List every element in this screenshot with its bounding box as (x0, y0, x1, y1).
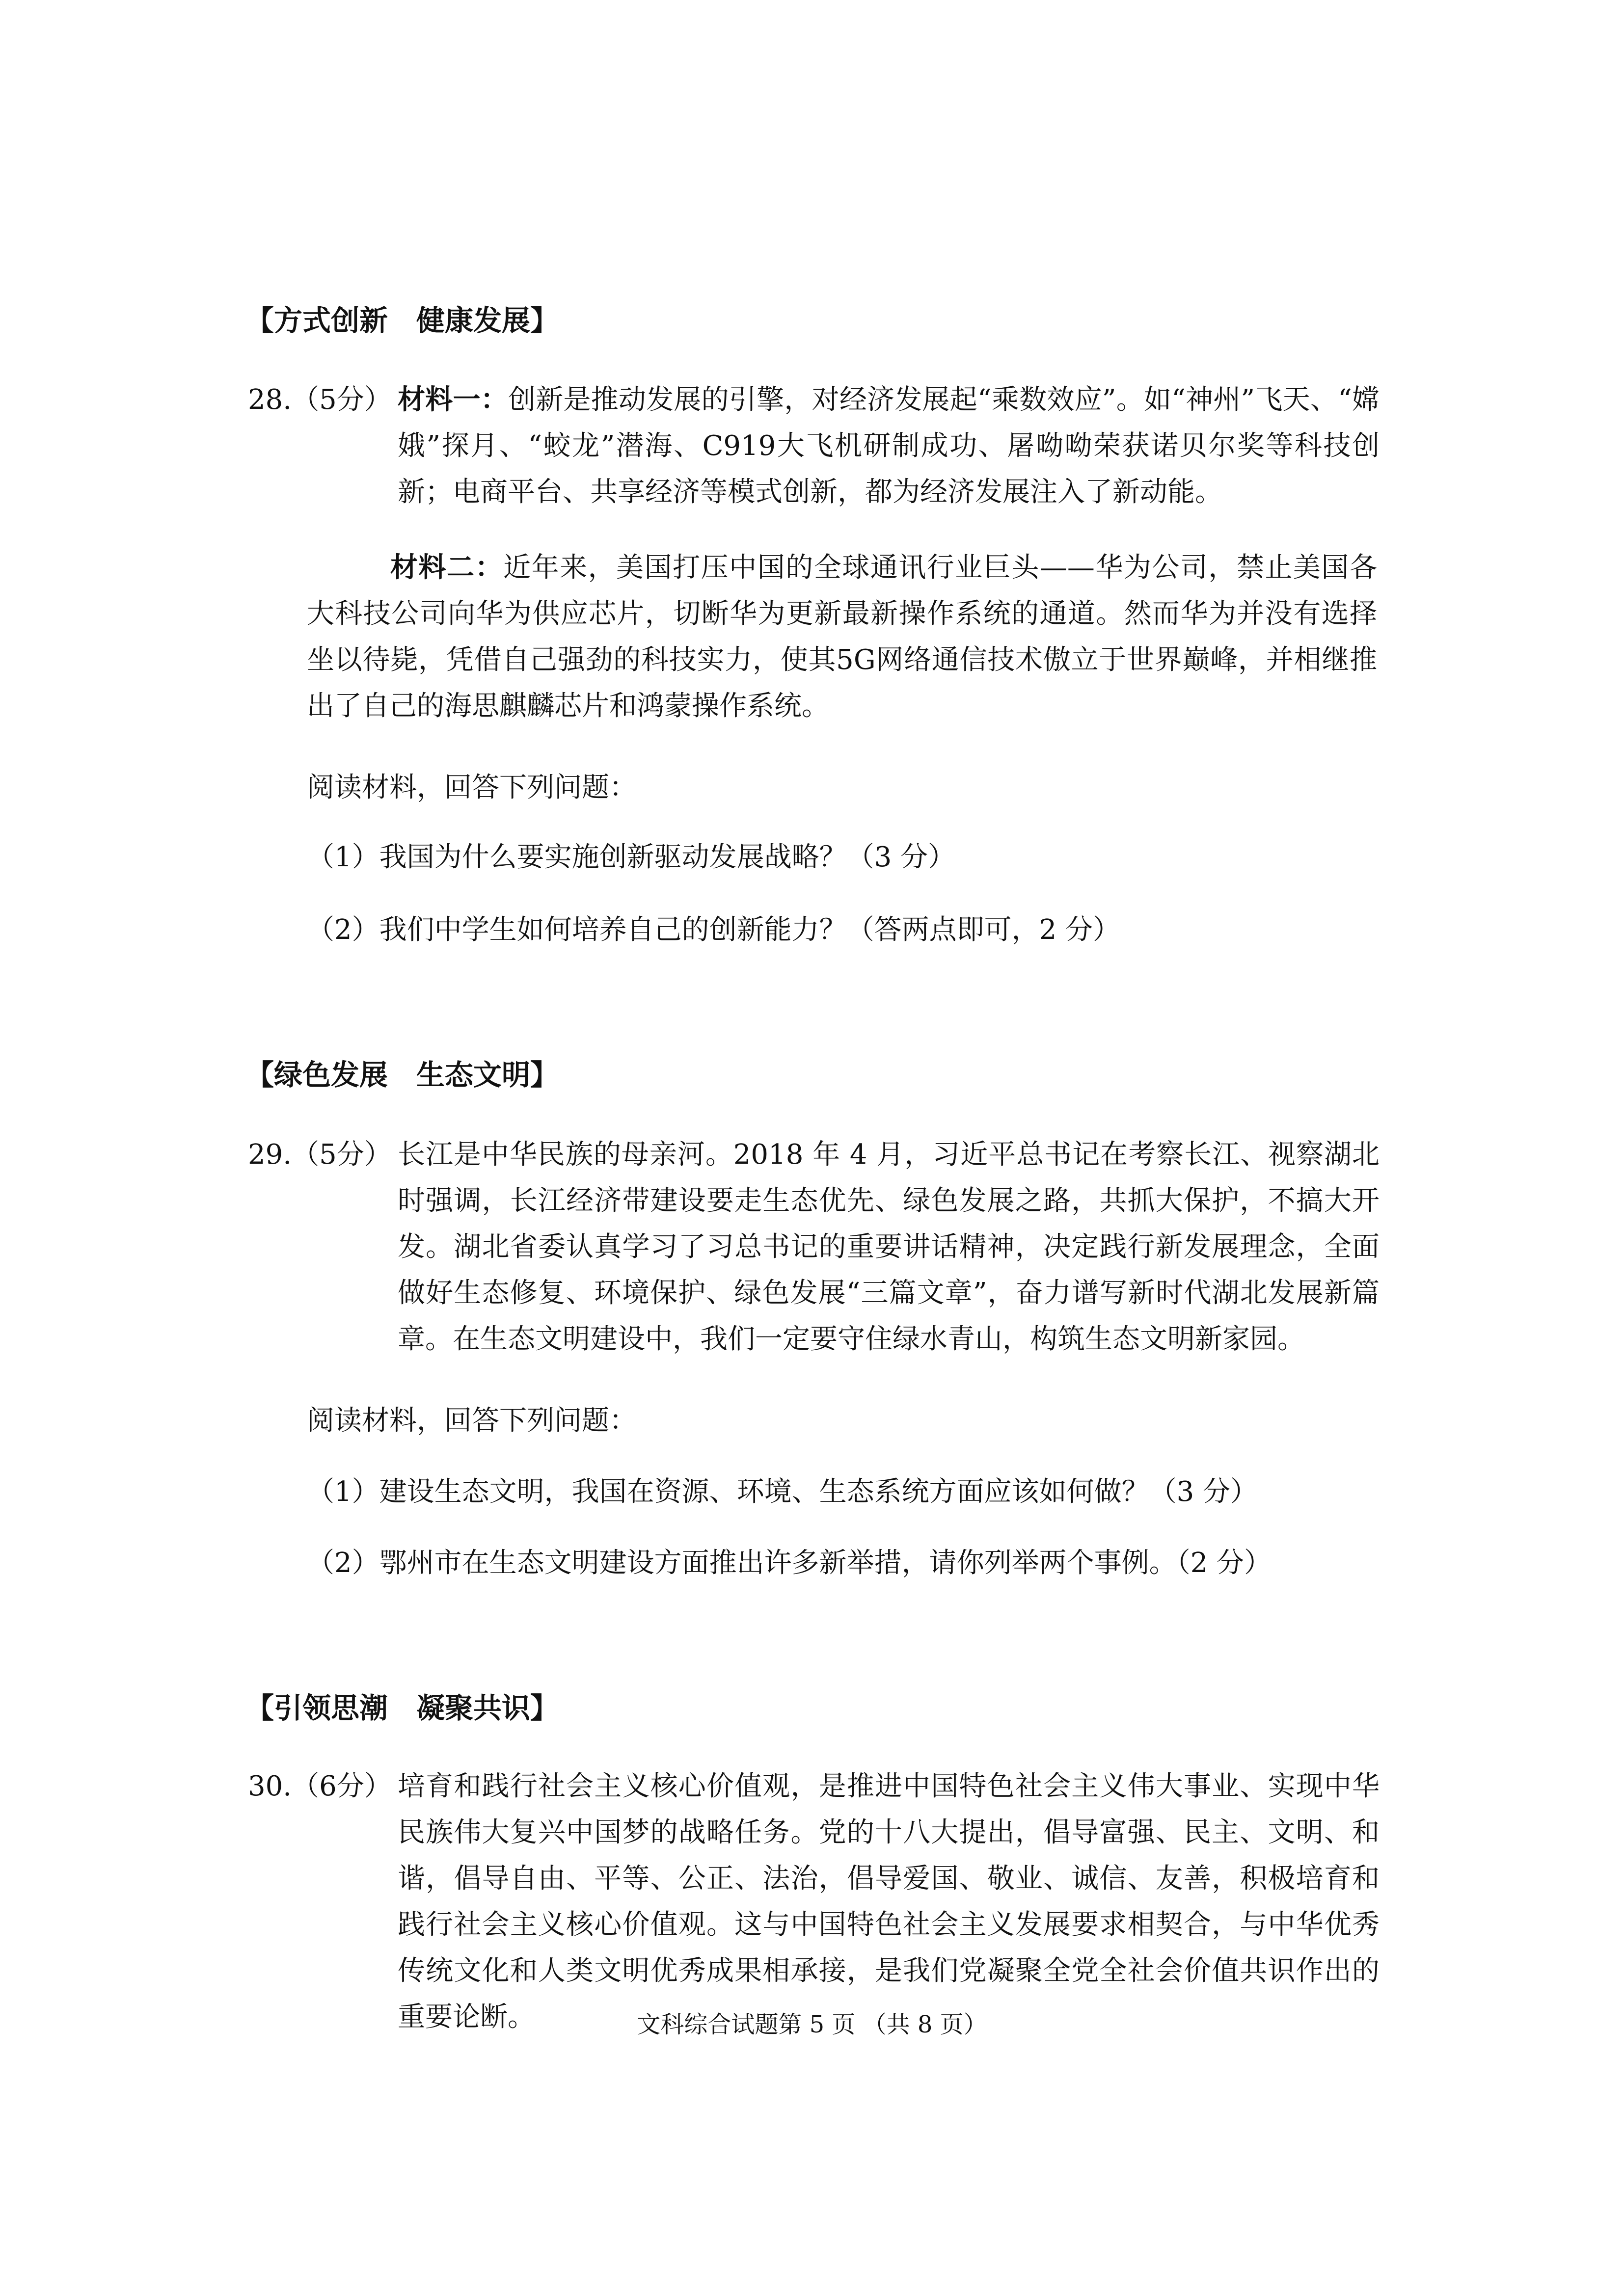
page-footer: 文科综合试题第 5 页 （共 8 页） (637, 2011, 987, 2038)
question-score: （6分） (292, 1770, 392, 1802)
question-29-text: 长江是中华民族的母亲河。2018 年 4 月，习近平总书记在考察长江、视察湖北时强调，长江经济带建设要走生态优先、绿色发展之路，共抓大保护，不搞大开发。湖北省委认真学习了习总书记的重要讲话精神，决定践行新发展理念，全面做好生态修复、环境保护、绿色发展“三篇文章”，奋力谱写新时代湖北发展新篇章。在生态文明建设中，我们一定要守住绿水青山，构筑生态文明新家园。 (398, 1139, 1380, 1355)
question-number: 30. (248, 1770, 292, 1802)
question-score: （5分） (292, 384, 392, 416)
question-29-instruction: 阅读材料，回答下列问题： (307, 1405, 637, 1437)
question-28-instruction: 阅读材料，回答下列问题： (307, 772, 637, 803)
section-heading-values: 【引领思潮 凝聚共识】 (245, 1691, 559, 1725)
question-30-text: 培育和践行社会主义核心价值观，是推进中国特色社会主义伟大事业、实现中华民族伟大复兴中国梦的战略任务。党的十八大提出，倡导富强、民主、文明、和谐，倡导自由、平等、公正、法治，倡导爱国、敬业、诚信、友善，积极培育和践行社会主义核心价值观。这与中国特色社会主义发展要求相契合，与中华优秀传统文化和人类文明优秀成果相承接，是我们党凝聚全党全社会价值共识作出的重要论断。 (398, 1770, 1380, 2033)
question-28-material1-firstline-wrap (398, 377, 1380, 515)
question-score: （5分） (292, 1139, 392, 1171)
question-28-sub2: （2）我们中学生如何培养自己的创新能力？（答两点即可，2 分） (307, 914, 1121, 946)
question-28-sub1: （1）我国为什么要实施创新驱动发展战略？（3 分） (307, 841, 956, 873)
question-29-sub1: （1）建设生态文明，我国在资源、环境、生态系统方面应该如何做？（3 分） (307, 1476, 1258, 1508)
section-heading-innovation: 【方式创新 健康发展】 (245, 304, 559, 337)
section-heading-green: 【绿色发展 生态文明】 (245, 1058, 559, 1092)
material2-text: 近年来，美国打压中国的全球通讯行业巨头——华为公司，禁止美国各大科技公司向华为供应芯片，切断华为更新最新操作系统的通道。然而华为并没有选择坐以待毙，凭借自己强劲的科技实力，使其5G网络通信技术傲立于世界巅峰，并相继推出了自己的海思麒麟芯片和鸿蒙操作系统。 (307, 552, 1378, 722)
question-number: 29. (248, 1139, 292, 1171)
material1-text: 创新是推动发展的引擎，对经济发展起“乘数效应”。如“神州”飞天、“嫦娥”探月、“蛟龙”潜海、C919大飞机研制成功、屠呦呦荣获诺贝尔奖等科技创新；电商平台、共享经济等模式创新，都为经济发展注入了新动能。 (398, 384, 1380, 508)
question-28-material2 (307, 545, 1377, 729)
question-28-number (248, 383, 392, 417)
question-30-number (248, 1769, 392, 1804)
question-29-number (248, 1138, 392, 1172)
question-number: 28. (248, 384, 292, 416)
material1-label: 材料一： (398, 384, 508, 416)
material2-label: 材料二： (390, 552, 504, 584)
question-29-sub2: （2）鄂州市在生态文明建设方面推出许多新举措，请你列举两个事例。（2 分） (307, 1547, 1272, 1579)
